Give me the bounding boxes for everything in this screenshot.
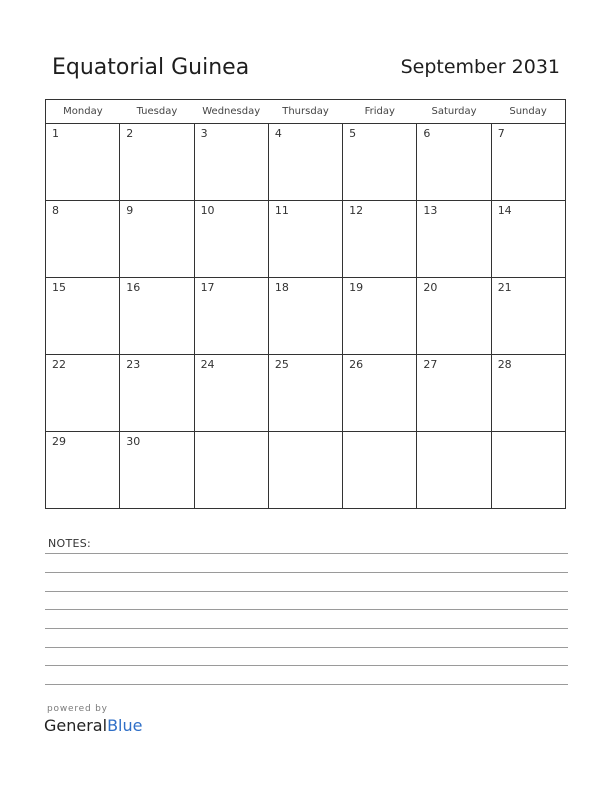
day-cell xyxy=(491,278,565,355)
day-number: 2 xyxy=(126,127,134,140)
day-cell xyxy=(268,124,342,201)
day-cell xyxy=(343,278,417,355)
day-number xyxy=(417,432,490,435)
day-cell xyxy=(417,278,491,355)
powered-by-label: powered by xyxy=(47,704,108,714)
day-number xyxy=(269,432,342,435)
notes-line xyxy=(45,609,568,610)
day-number: 17 xyxy=(200,281,215,294)
day-cell xyxy=(46,355,120,432)
day-number: 26 xyxy=(349,358,364,371)
day-number: 22 xyxy=(52,358,66,371)
day-cell xyxy=(46,278,120,355)
notes-line xyxy=(45,572,568,573)
weekday-header: Saturday xyxy=(417,100,491,124)
notes-line xyxy=(45,647,568,648)
day-cell xyxy=(120,124,194,201)
day-cell xyxy=(46,124,120,201)
day-cell xyxy=(194,432,268,509)
calendar-grid xyxy=(45,99,566,509)
day-cell xyxy=(268,201,342,278)
day-number xyxy=(195,432,268,435)
brand-blue: Blue xyxy=(107,716,143,735)
day-number: 25 xyxy=(274,358,289,371)
day-cell xyxy=(417,432,491,509)
day-cell xyxy=(194,124,268,201)
day-cell xyxy=(343,201,417,278)
weekday-header: Friday xyxy=(343,100,417,124)
day-number xyxy=(343,432,416,435)
notes-line xyxy=(45,591,568,592)
notes-line xyxy=(45,628,568,629)
day-cell xyxy=(268,355,342,432)
day-number: 23 xyxy=(126,358,141,371)
day-number: 3 xyxy=(200,127,208,140)
brand-general: General xyxy=(44,716,108,735)
week-row xyxy=(46,124,566,201)
day-number xyxy=(492,432,565,435)
weekday-header-row xyxy=(46,100,566,124)
day-number: 13 xyxy=(423,204,438,217)
notes-line xyxy=(45,665,568,666)
week-row xyxy=(46,278,566,355)
day-cell xyxy=(120,201,194,278)
day-cell xyxy=(268,432,342,509)
day-number: 19 xyxy=(349,281,364,294)
day-number: 21 xyxy=(497,281,512,294)
weekday-header: Wednesday xyxy=(194,100,268,124)
day-number: 27 xyxy=(423,358,438,371)
weekday-header: Tuesday xyxy=(120,100,194,124)
day-cell xyxy=(120,278,194,355)
notes-line xyxy=(45,553,568,554)
weekday-header: Monday xyxy=(46,100,120,124)
day-cell xyxy=(491,432,565,509)
day-number: 30 xyxy=(126,435,141,448)
day-number: 11 xyxy=(274,204,289,217)
notes-line xyxy=(45,684,568,685)
day-cell xyxy=(491,355,565,432)
day-number: 10 xyxy=(200,204,215,217)
day-number: 16 xyxy=(126,281,141,294)
week-row xyxy=(46,201,566,278)
day-number: 20 xyxy=(423,281,438,294)
day-cell xyxy=(194,355,268,432)
day-cell xyxy=(268,278,342,355)
day-cell xyxy=(46,201,120,278)
day-cell xyxy=(46,432,120,509)
day-cell xyxy=(417,355,491,432)
day-cell xyxy=(120,432,194,509)
day-number: 5 xyxy=(349,127,357,140)
week-row xyxy=(46,432,566,509)
day-number: 6 xyxy=(423,127,431,140)
page-title: Equatorial Guinea xyxy=(52,55,250,80)
day-number: 29 xyxy=(52,435,66,448)
day-cell xyxy=(343,124,417,201)
month-year-label: September 2031 xyxy=(400,56,560,78)
weekday-header: Sunday xyxy=(491,100,565,124)
day-cell xyxy=(417,201,491,278)
day-number: 12 xyxy=(349,204,364,217)
day-number: 9 xyxy=(126,204,134,217)
day-cell xyxy=(491,201,565,278)
day-number: 4 xyxy=(274,127,282,140)
day-number: 7 xyxy=(497,127,505,140)
day-number: 1 xyxy=(52,127,59,140)
day-cell xyxy=(120,355,194,432)
weekday-header: Thursday xyxy=(268,100,342,124)
day-number: 14 xyxy=(497,204,512,217)
day-cell xyxy=(417,124,491,201)
notes-label: NOTES: xyxy=(48,537,92,550)
week-row xyxy=(46,355,566,432)
day-cell xyxy=(343,355,417,432)
day-number: 18 xyxy=(274,281,289,294)
day-cell xyxy=(194,278,268,355)
day-number: 28 xyxy=(497,358,512,371)
day-number: 15 xyxy=(52,281,66,294)
day-number: 24 xyxy=(200,358,215,371)
day-number: 8 xyxy=(52,204,59,217)
day-cell xyxy=(491,124,565,201)
day-cell xyxy=(194,201,268,278)
day-cell xyxy=(343,432,417,509)
brand-logo xyxy=(44,716,142,735)
